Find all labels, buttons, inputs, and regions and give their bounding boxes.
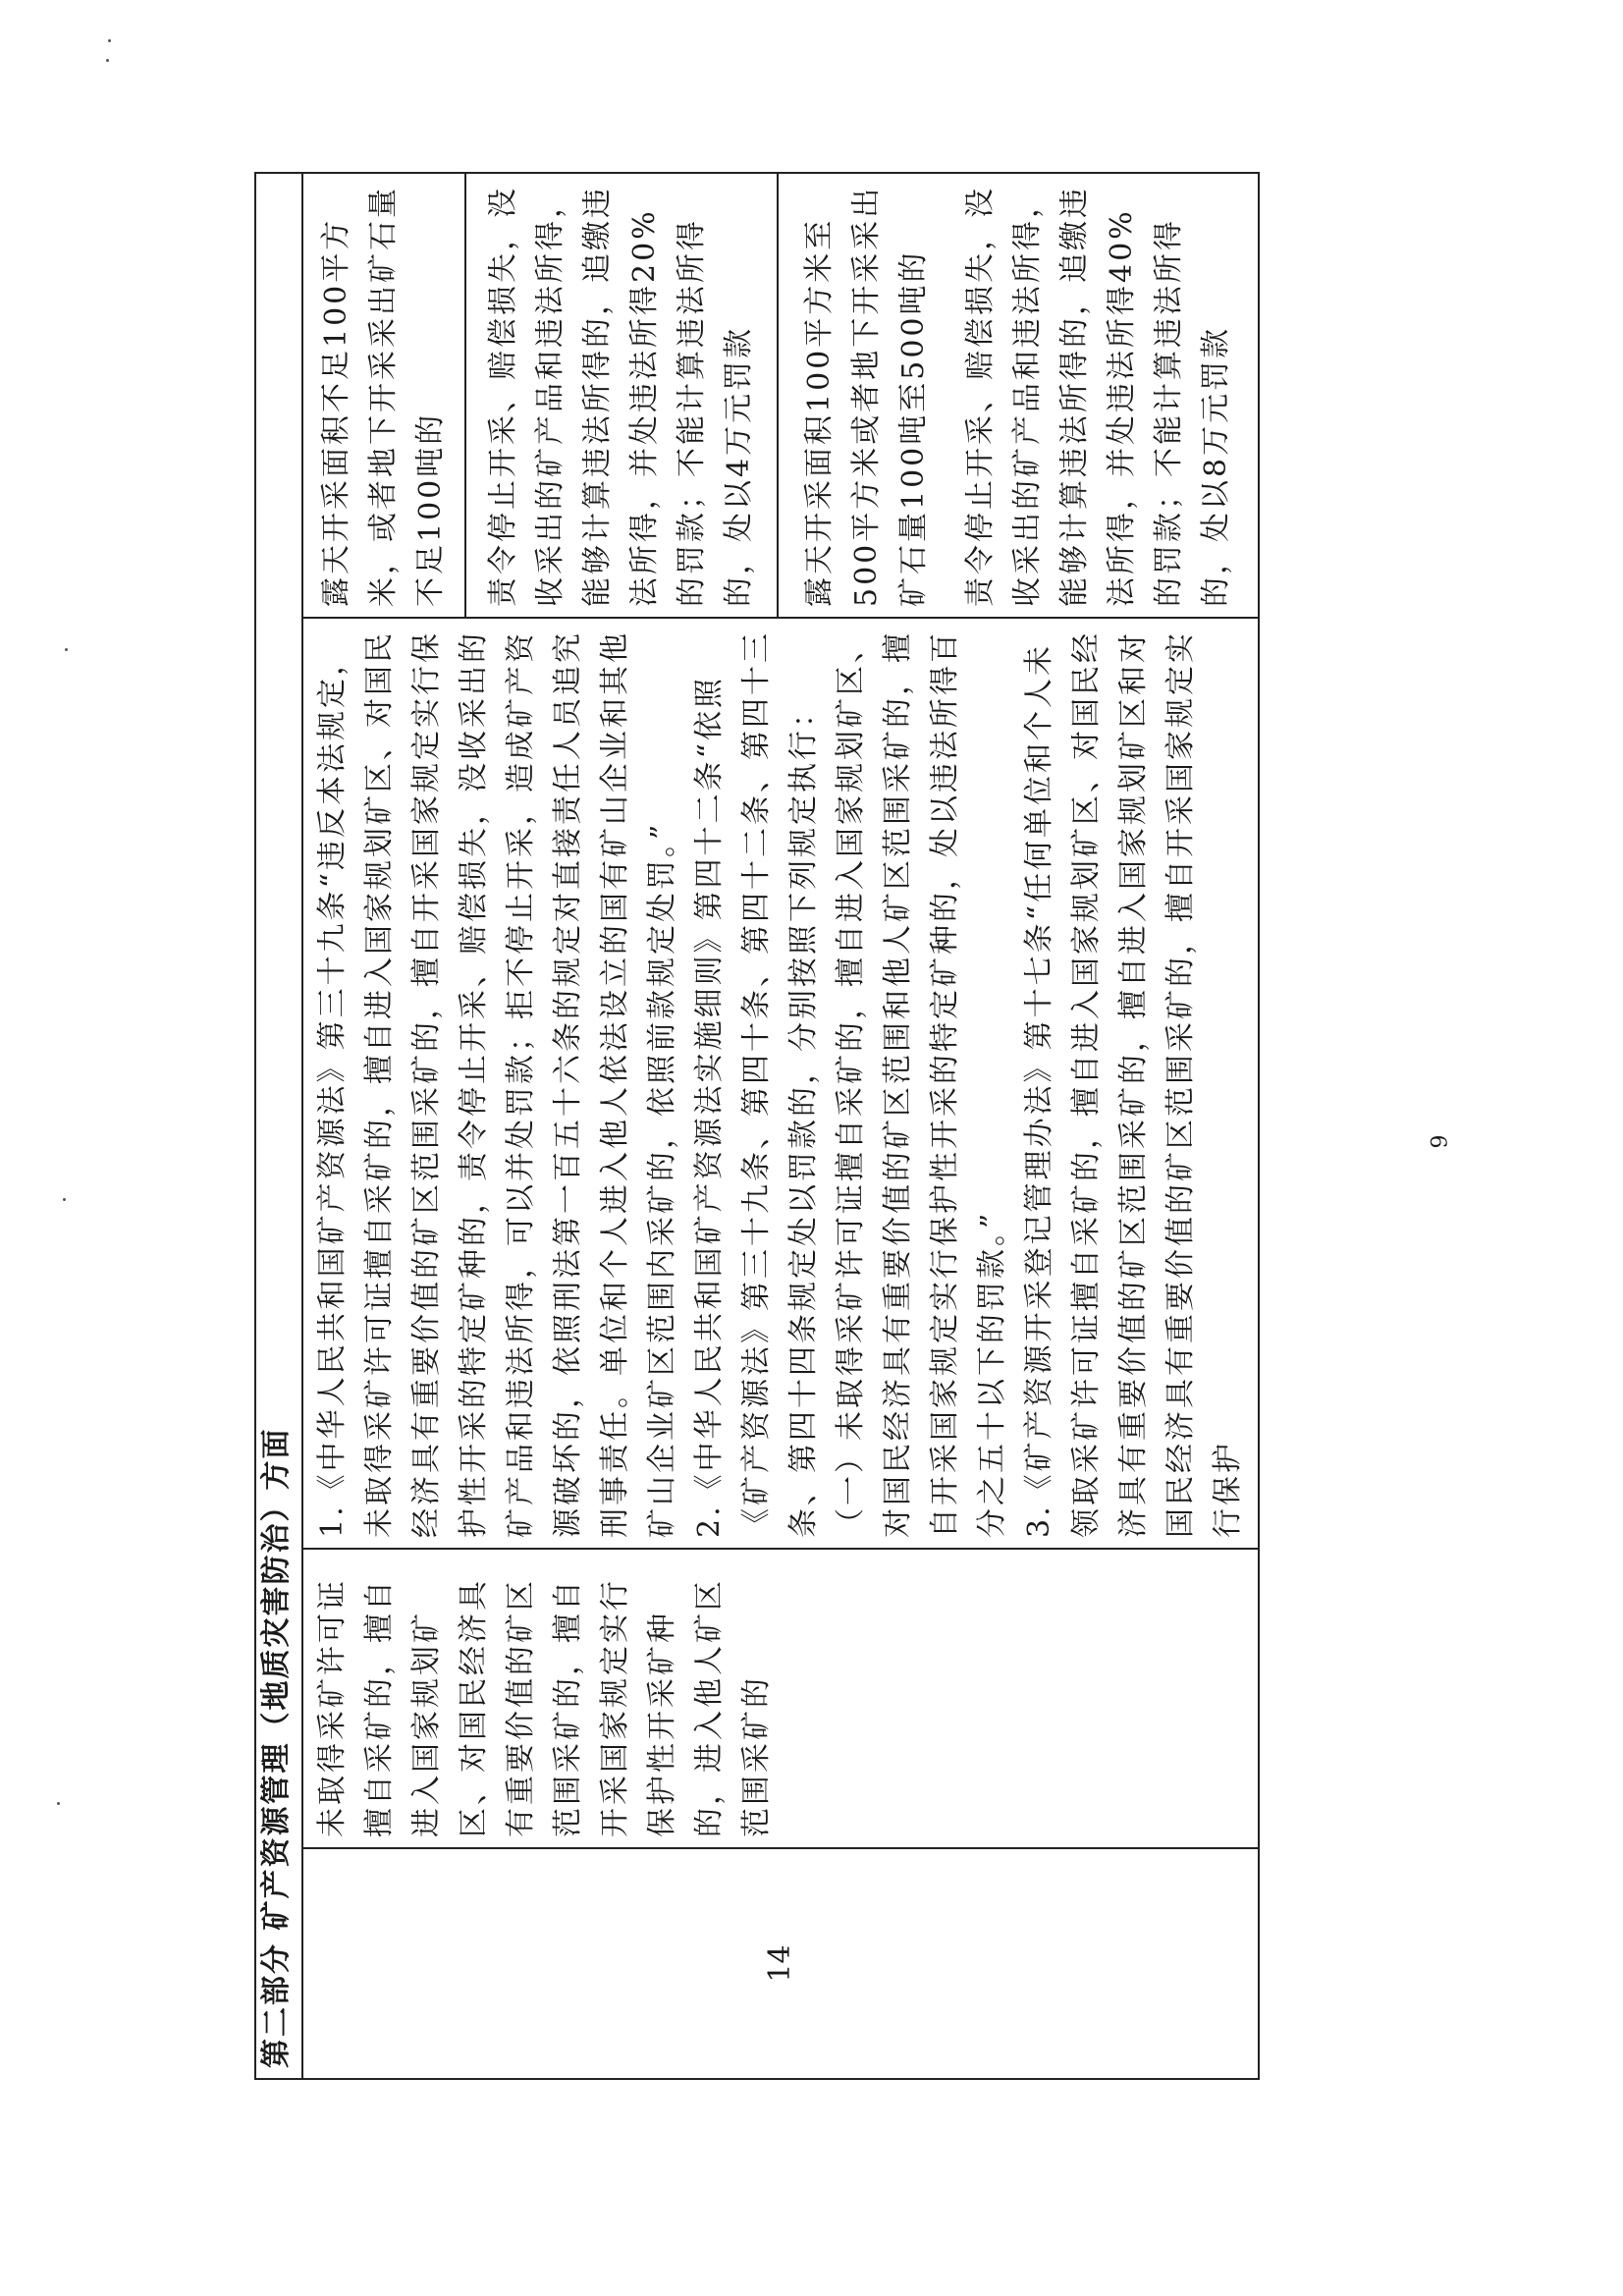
legal-basis-item: 2.《中华人民共和国矿产资源法实施细则》第四十二条“依照《矿产资源法》第三十九条、第四十条、第四十二条、第四十三条、第四十四条规定处以罚款的，分别按照下列规定执行：（一）未取得采矿许可证擅自采矿的，擅自进入国家规划矿区、对国民经济具有重要价值的矿区范围和他人矿区范围采矿的，擅自开采国家规定实行保护性开采的特定矿种的，处以违法所得百分之五十以下的罚款。”	[692, 630, 1009, 1538]
scan-speck	[65, 648, 68, 651]
scan-speck	[57, 1802, 60, 1805]
violation-cell: 未取得采矿许可证擅自采矿的，擅自进入国家规划矿区、对国民经济具有重要价值的矿区范围采矿的，擅自开采国家规定实行保护性开采矿种的，进入他人矿区范围采矿的	[302, 1549, 1259, 1848]
page-number: 9	[1428, 1134, 1453, 1149]
table-row	[302, 173, 465, 2079]
scan-speck	[106, 59, 109, 62]
penalty-cell-1: 责令停止开采、赔偿损失，没收采出的矿产品和违法所得，能够计算违法所得的，追缴违法所得，并处违法所得20%的罚款；不能计算违法所得的，处以4万元罚款	[465, 173, 778, 618]
legal-basis-item: 3.《矿产资源开采登记管理办法》第十七条“任何单位和个人未领取采矿许可证擅自采矿的，擅自进入国家规划矿区、对国民经济具有重要价值的矿区范围采矿的，擅自进入国家规划矿区和对国民经济具有重要价值的矿区范围采矿的，擅自开采国家规定实行保护	[1022, 630, 1245, 1538]
scan-speck	[108, 39, 111, 42]
penalty-table	[254, 172, 1260, 2080]
circumstance-text-2: 露天开采面积100平方米至500平方米或者地下开采采出矿石量100吨至500吨的	[801, 185, 931, 607]
circumstance-cell-1: 露天开采面积不足100平方米，或者地下开采采出矿石量不足100吨的	[302, 173, 465, 618]
circumstance-cell-2	[778, 173, 1259, 618]
rotated-table-page	[254, 174, 1252, 2080]
penalty-text-2: 责令停止开采、赔偿损失，没收采出的矿产品和违法所得，能够计算违法所得的，追缴违法所得，并处违法所得40%的罚款；不能计算违法所得的，处以8万元罚款	[962, 186, 1233, 607]
section-title: 第二部分 矿产资源管理（地质灾害防治）方面	[255, 173, 302, 2079]
legal-basis-item: 1.《中华人民共和国矿产资源法》第三十九条“违反本法规定，未取得采矿许可证擅自采矿的，擅自进入国家规划矿区、对国民经济具有重要价值的矿区范围采矿的，擅自开采国家规定实行保护性开采的特定矿种的，责令停止开采、赔偿损失，没收采出的矿产品和违法所得，可以并处罚款；拒不停止开采，造成矿产资源破坏的，依照刑法第一百五十六条的规定对直接责任人员追究刑事责任。单位和个人进入他人依法设立的国有矿山企业和其他矿山企业矿区范围内采矿的，依照前款规定处罚。”	[315, 630, 679, 1538]
legal-basis-cell	[302, 618, 1259, 1549]
table-header-row	[255, 173, 302, 2079]
scan-speck	[63, 1198, 66, 1201]
row-number: 14	[302, 1848, 1259, 2079]
